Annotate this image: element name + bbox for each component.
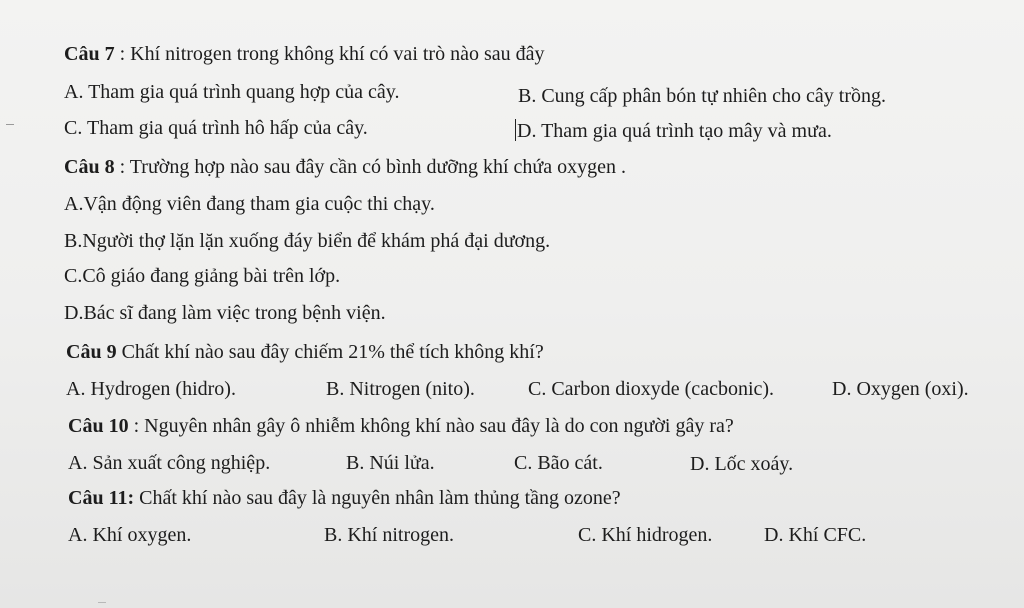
- question-10-text: : Nguyên nhân gây ô nhiễm không khí nào sau đây là do con người gây ra?: [128, 415, 734, 437]
- question-11-option-b: B. Khí nitrogen.: [324, 524, 454, 546]
- question-10: [68, 414, 734, 438]
- question-8: [64, 155, 626, 179]
- question-7: [64, 42, 545, 66]
- question-8-label: Câu 8: [64, 156, 115, 178]
- question-7-option-d-wrap: [515, 119, 832, 143]
- question-9-option-d: D. Oxygen (oxi).: [832, 378, 969, 400]
- question-11-label: Câu 11:: [68, 487, 135, 509]
- question-11-option-d: D. Khí CFC.: [764, 524, 867, 546]
- question-8-option-b: B.Người thợ lặn lặn xuống đáy biển để khám phá đại dương.: [64, 230, 551, 252]
- question-11-text: Chất khí nào sau đây là nguyên nhân làm thủng tầng ozone?: [134, 487, 621, 509]
- question-10-label: Câu 10: [68, 415, 129, 437]
- question-7-option-a: A. Tham gia quá trình quang hợp của cây.: [64, 81, 400, 103]
- question-8-option-c: C.Cô giáo đang giảng bài trên lớp.: [64, 265, 341, 287]
- question-10-option-b: B. Núi lửa.: [346, 452, 435, 474]
- margin-mark: [6, 124, 14, 125]
- question-8-text: : Trường hợp nào sau đây cần có bình dưỡng khí chứa oxygen .: [114, 156, 626, 178]
- question-8-option-a: A.Vận động viên đang tham gia cuộc thi chạy.: [64, 193, 435, 215]
- question-9-option-b: B. Nitrogen (nito).: [326, 378, 475, 400]
- question-10-option-d: D. Lốc xoáy.: [690, 453, 794, 475]
- question-11-option-c: C. Khí hidrogen.: [578, 524, 713, 546]
- question-9: [66, 340, 544, 364]
- question-7-option-b: B. Cung cấp phân bón tự nhiên cho cây trồng.: [518, 85, 886, 107]
- question-10-option-c: C. Bão cát.: [514, 452, 603, 474]
- question-8-option-d: D.Bác sĩ đang làm việc trong bệnh viện.: [64, 302, 386, 324]
- question-10-option-a: A. Sản xuất công nghiệp.: [68, 452, 271, 474]
- question-7-text: : Khí nitrogen trong không khí có vai trò nào sau đây: [114, 43, 545, 65]
- question-9-label: Câu 9: [66, 341, 117, 363]
- text-cursor: [515, 119, 516, 141]
- question-9-text: Chất khí nào sau đây chiếm 21% thể tích không khí?: [116, 341, 544, 363]
- question-7-label: Câu 7: [64, 43, 115, 65]
- question-9-option-a: A. Hydrogen (hidro).: [66, 378, 236, 400]
- bottom-mark: [98, 602, 106, 603]
- question-11-option-a: A. Khí oxygen.: [68, 524, 192, 546]
- question-11: [68, 486, 621, 510]
- question-7-option-c: C. Tham gia quá trình hô hấp của cây.: [64, 117, 368, 139]
- question-9-option-c: C. Carbon dioxyde (cacbonic).: [528, 378, 775, 400]
- question-7-option-d: D. Tham gia quá trình tạo mây và mưa.: [517, 120, 832, 142]
